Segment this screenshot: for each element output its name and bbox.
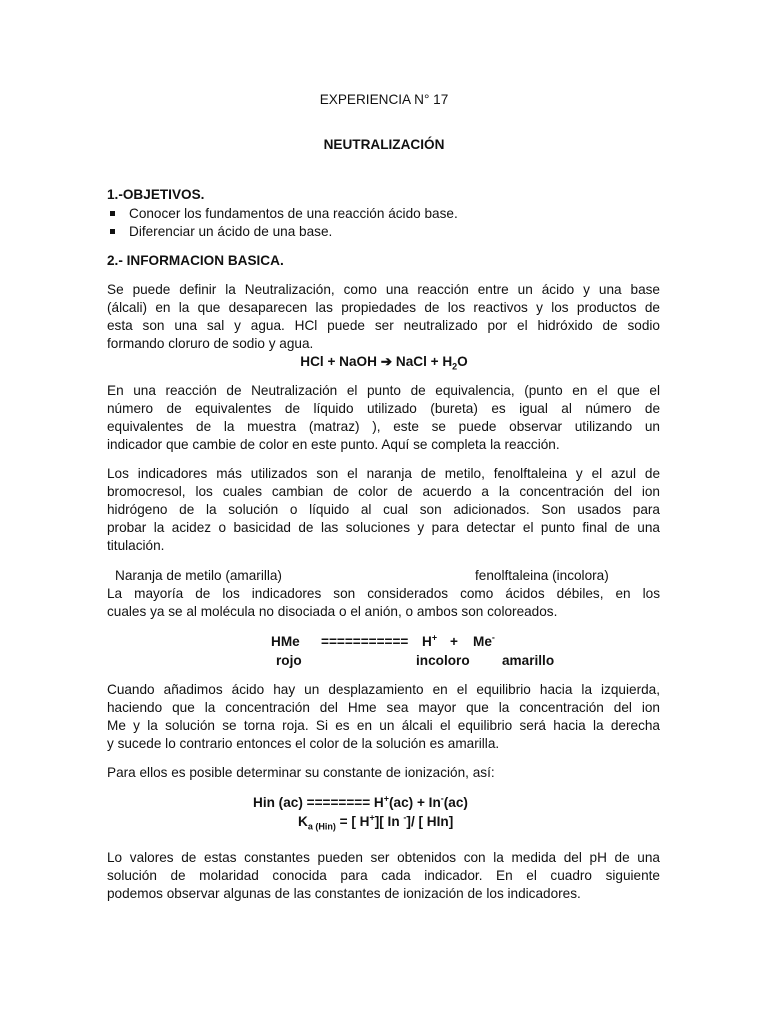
- indicator-methyl-orange: Naranja de metilo (amarilla): [115, 568, 282, 583]
- equation-hin-dissociation: Hin (ac) ======== H+(ac) + In-(ac): [253, 793, 468, 810]
- paragraph-constants: Lo valores de estas constantes pueden ser obtenidos con la medida del pH de una solución de molaridad conocida para cada indicador. En el cuadro siguiente podemos observar algunas de las constantes de ionización de los indicadores.: [107, 850, 660, 901]
- list-item: Conocer los fundamentos de una reacción ácido base.: [107, 205, 458, 223]
- paragraph-equilibrium-shift: Cuando añadimos ácido hay un desplazamiento en el equilibrio hacia la izquierda, haciendo que la concentración del Hme sea mayor que la concentración del ion Me y la solución se torna roja. Si es en un álcali el equilibrio será hacia la derecha y sucede lo contrario entonces el color de la solución es amarilla.: [107, 682, 660, 751]
- section-1-heading: 1.-OBJETIVOS.: [107, 187, 205, 202]
- experience-number: EXPERIENCIA N° 17: [319, 92, 449, 107]
- color-label-amarillo: amarillo: [502, 653, 555, 668]
- document-title: NEUTRALIZACIÓN: [323, 137, 445, 152]
- paragraph-ionization-intro: Para ellos es posible determinar su constante de ionización, así:: [107, 765, 495, 780]
- square-bullet-icon: [110, 211, 115, 216]
- color-label-incoloro: incoloro: [416, 653, 470, 668]
- equation-neutralization: HCl + NaOH ➔ NaCl + $H_2O$: [300, 354, 468, 372]
- equation-hme-proton: H+: [422, 632, 438, 649]
- equation-hme-species: HMe: [271, 634, 300, 649]
- equation-hme-equals: ===========: [321, 634, 409, 649]
- paragraph-definition: Se puede definir la Neutralización, como una reacción entre un ácido y una base (álcali) en la que desaparecen las propiedades de los reactivos y los productos de esta son una sal y agua. HCl puede ser neutralizado por el hidróxido de sodio formando cloruro de sodio y agua.: [107, 282, 660, 351]
- indicator-phenolphthalein: fenolftaleina (incolora): [475, 568, 609, 583]
- objectives-list: [107, 205, 458, 241]
- paragraph-equivalence: En una reacción de Neutralización el punto de equivalencia, (punto en el que el número de equivalentes de líquido utilizado (bureta) es igual al número de equivalentes de la muestra (matraz) ), este se puede observar utilizando un indicador que cambie de color en este punto. Aquí se completa la reacción.: [107, 383, 660, 452]
- equation-ka-expression: $K_{a (Hin)}$ = [ H+][ In -]/ [ HIn]: [298, 812, 454, 832]
- list-item: Diferenciar un ácido de una base.: [107, 223, 458, 241]
- section-2-heading: 2.- INFORMACION BASICA.: [107, 253, 284, 268]
- equation-hme-anion: Me-: [473, 632, 495, 649]
- paragraph-indicators: Los indicadores más utilizados son el naranja de metilo, fenolftaleina y el azul de bromocresol, los cuales cambian de color de acuerdo a la concentración del ion hidrógeno de la solución o líquido al cual son adicionados. Son usados para probar la acidez o basicidad de las soluciones y para detectar el punto final de una titulación.: [107, 466, 660, 553]
- square-bullet-icon: [110, 229, 115, 234]
- color-label-rojo: rojo: [276, 653, 302, 668]
- equation-hme-plus: +: [450, 634, 458, 649]
- paragraph-weak-acids: La mayoría de los indicadores son considerados como ácidos débiles, en los cuales ya se al molécula no disociada o el anión, o ambos son coloreados.: [107, 586, 660, 619]
- arrow-right-icon: ➔: [380, 354, 393, 369]
